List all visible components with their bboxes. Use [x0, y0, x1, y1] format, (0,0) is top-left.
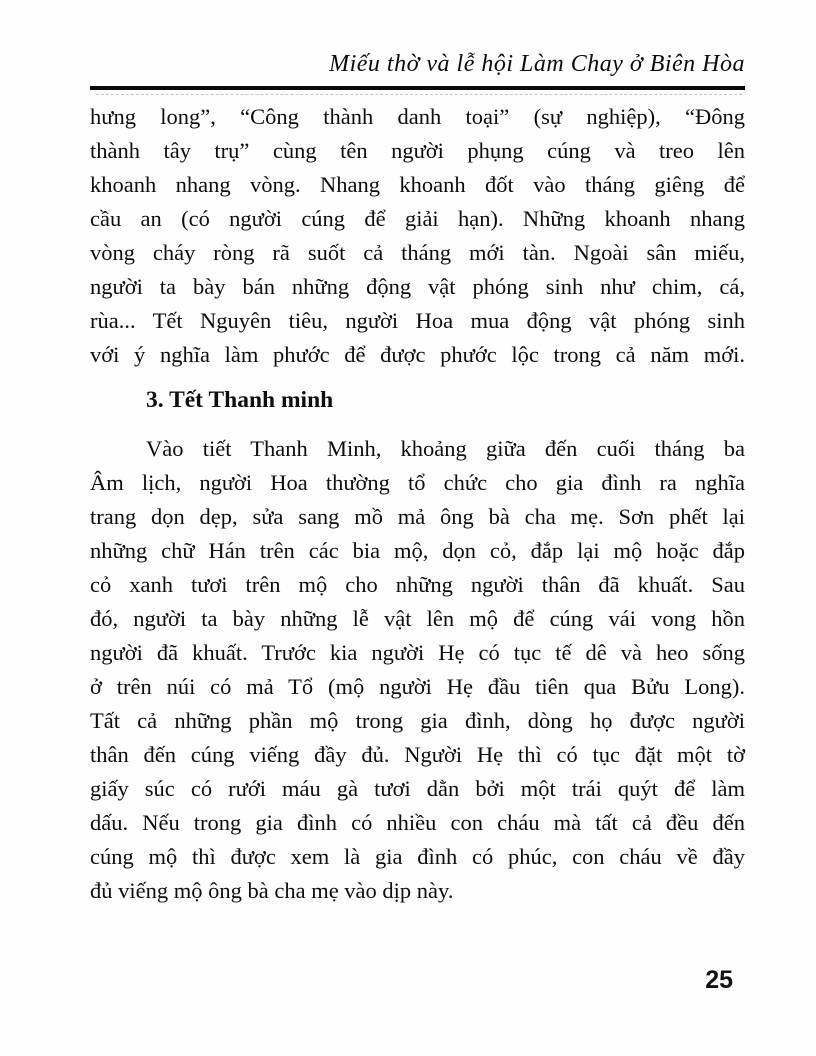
running-header: Miếu thờ và lễ hội Làm Chay ở Biên Hòa: [329, 51, 745, 77]
text-line: hưng long”, “Công thành danh toại” (sự nghiệp), “Đông: [90, 104, 745, 129]
text-block: [90, 100, 745, 908]
text-line: vòng cháy ròng rã suốt cả tháng mới tàn. Ngoài sân miếu,: [90, 240, 745, 265]
text-line: thành tây trụ” cùng tên người phụng cúng và treo lên: [90, 138, 745, 163]
text-line: rùa... Tết Nguyên tiêu, người Hoa mua động vật phóng sinh: [90, 308, 745, 333]
text-line: thân đến cúng viếng đầy đủ. Người Hẹ thì có tục đặt một tờ: [90, 742, 745, 767]
text-line: ở trên núi có mả Tổ (mộ người Hẹ đầu tiên qua Bửu Long).: [90, 674, 745, 699]
header-rule: [90, 86, 745, 90]
section-heading: 3. Tết Thanh minh: [146, 387, 334, 413]
text-line: những chữ Hán trên các bia mộ, dọn cỏ, đắp lại mộ hoặc đắp: [90, 538, 745, 563]
text-line: dấu. Nếu trong gia đình có nhiều con cháu mà tất cả đều đến: [90, 810, 745, 835]
paragraph-continuation: [90, 100, 745, 372]
text-line: khoanh nhang vòng. Nhang khoanh đốt vào tháng giêng để: [90, 172, 745, 197]
paragraph-thanh-minh: [90, 432, 745, 908]
text-line: Âm lịch, người Hoa thường tổ chức cho gia đình ra nghĩa: [90, 470, 745, 495]
text-line: người đã khuất. Trước kia người Hẹ có tục tế dê và heo sống: [90, 640, 745, 665]
text-line: với ý nghĩa làm phước để được phước lộc trong cả năm mới.: [90, 342, 745, 367]
page-number: 25: [705, 966, 733, 994]
text-line: đó, người ta bày những lễ vật lên mộ để cúng vái vong hồn: [90, 606, 745, 631]
text-line: cỏ xanh tươi trên mộ cho những người thân đã khuất. Sau: [90, 572, 745, 597]
text-line: cầu an (có người cúng để giải hạn). Những khoanh nhang: [90, 206, 745, 231]
text-line: người ta bày bán những động vật phóng sinh như chim, cá,: [90, 274, 745, 299]
text-line: cúng mộ thì được xem là gia đình có phúc, con cháu về đầy: [90, 844, 745, 869]
text-line: Vào tiết Thanh Minh, khoảng giữa đến cuối tháng ba: [146, 436, 745, 461]
text-line: giấy súc có rưới máu gà tươi dằn bởi một trái quýt để làm: [90, 776, 745, 801]
text-line: đủ viếng mộ ông bà cha mẹ vào dịp này.: [90, 878, 454, 903]
text-line: trang dọn dẹp, sửa sang mồ mả ông bà cha mẹ. Sơn phết lại: [90, 504, 745, 529]
text-line: Tất cả những phần mộ trong gia đình, dòng họ được người: [90, 708, 745, 733]
header-rule-scan-artifact: [96, 94, 742, 95]
